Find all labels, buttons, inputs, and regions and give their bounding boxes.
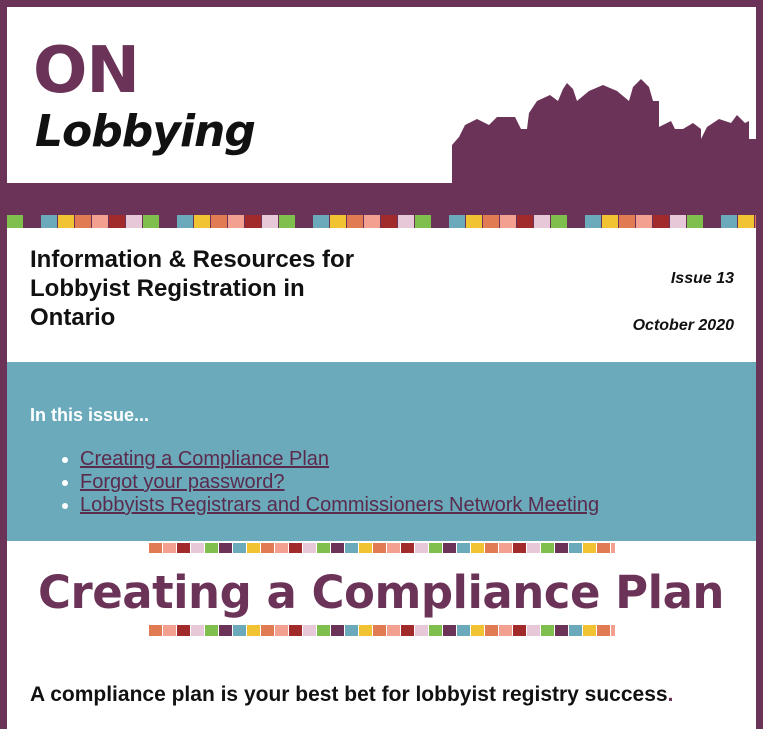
pattern-tile (457, 625, 470, 636)
toc-list (57, 448, 599, 517)
toc-link-network-meeting[interactable]: Lobbyists Registrars and Commissioners Network Meeting (80, 494, 600, 516)
pattern-tile (347, 215, 363, 228)
pattern-tile (602, 215, 618, 228)
pattern-tile (401, 625, 414, 636)
pattern-tile (233, 625, 246, 636)
pattern-tile (721, 215, 737, 228)
pattern-tile (219, 625, 232, 636)
pattern-tile (92, 215, 108, 228)
logo-on: ON (33, 34, 139, 108)
pattern-tile (500, 215, 516, 228)
pattern-tile (205, 625, 218, 636)
pattern-tile (583, 543, 596, 553)
pattern-tile (517, 215, 533, 228)
lead-period: . (667, 683, 674, 706)
pattern-tile (359, 543, 372, 553)
issue-number: Issue 13 (670, 270, 734, 287)
pattern-tile (569, 543, 582, 553)
pattern-tile (126, 215, 142, 228)
newsletter-frame (7, 7, 756, 729)
pattern-tile (303, 625, 316, 636)
pattern-tile (471, 543, 484, 553)
pattern-tile (457, 543, 470, 553)
pattern-tile (415, 625, 428, 636)
pattern-tile (359, 625, 372, 636)
pattern-tile (149, 625, 162, 636)
pattern-tile (704, 215, 720, 228)
lead-text: A compliance plan is your best bet for lobbyist registry success (30, 683, 668, 706)
section-title: Creating a Compliance Plan (38, 566, 724, 619)
issue-date: October 2020 (632, 317, 734, 334)
pattern-tile (194, 215, 210, 228)
pattern-tile (611, 625, 615, 636)
pattern-tile (583, 625, 596, 636)
pattern-tile (191, 625, 204, 636)
pattern-tile (191, 543, 204, 553)
pattern-tile (373, 625, 386, 636)
pattern-tile (513, 625, 526, 636)
pattern-tile (261, 543, 274, 553)
section-pattern-bottom (149, 625, 615, 636)
logo-lobbying: Lobbying (35, 106, 255, 157)
pattern-tile (381, 215, 397, 228)
pattern-tile (443, 625, 456, 636)
pattern-tile (7, 215, 23, 228)
pattern-tile (527, 625, 540, 636)
pattern-tile (289, 625, 302, 636)
pattern-tile (527, 543, 540, 553)
pattern-tile (247, 543, 260, 553)
pattern-tile (313, 215, 329, 228)
pattern-tile (345, 543, 358, 553)
pattern-tile (330, 215, 346, 228)
pattern-tile (149, 543, 162, 553)
pattern-tile (555, 543, 568, 553)
pattern-tile (597, 543, 610, 553)
pattern-tile (211, 215, 227, 228)
pattern-tile (471, 625, 484, 636)
legislature-skyline-graphic (7, 77, 756, 228)
pattern-tile (75, 215, 91, 228)
intro-section (7, 228, 756, 362)
pattern-tile (619, 215, 635, 228)
pattern-tile (289, 543, 302, 553)
pattern-tile (466, 215, 482, 228)
pattern-tile (443, 543, 456, 553)
pattern-tile (262, 215, 278, 228)
pattern-tile (541, 625, 554, 636)
pattern-tile (534, 215, 550, 228)
pattern-tile (247, 625, 260, 636)
pattern-tile (205, 543, 218, 553)
pattern-tile (499, 625, 512, 636)
pattern-tile (670, 215, 686, 228)
pattern-tile (364, 215, 380, 228)
toc-item (80, 471, 599, 494)
pattern-tile (429, 625, 442, 636)
pattern-tile (585, 215, 601, 228)
pattern-tile (611, 543, 615, 553)
pattern-tile (387, 625, 400, 636)
pattern-tile (551, 215, 567, 228)
pattern-tile (245, 215, 261, 228)
section-pattern-top (149, 543, 615, 553)
pattern-tile (228, 215, 244, 228)
pattern-tile (568, 215, 584, 228)
in-this-issue-heading: In this issue... (30, 405, 150, 425)
pattern-tile (541, 543, 554, 553)
pattern-tile (415, 215, 431, 228)
toc-link-forgot-password[interactable]: Forgot your password? (80, 471, 285, 493)
pattern-tile (24, 215, 40, 228)
pattern-tile (58, 215, 74, 228)
in-this-issue-section (7, 362, 756, 541)
pattern-tile (160, 215, 176, 228)
pattern-tile (429, 543, 442, 553)
pattern-tile (432, 215, 448, 228)
header-banner (7, 7, 756, 228)
pattern-tile (373, 543, 386, 553)
compliance-plan-section (7, 541, 756, 729)
pattern-tile (219, 543, 232, 553)
pattern-tile (755, 215, 756, 228)
pattern-tile (485, 625, 498, 636)
pattern-tile (687, 215, 703, 228)
pattern-tile (415, 543, 428, 553)
pattern-tile (143, 215, 159, 228)
pattern-tile (41, 215, 57, 228)
pattern-tile (485, 543, 498, 553)
pattern-tile (296, 215, 312, 228)
pattern-tile (163, 625, 176, 636)
pattern-tile (275, 543, 288, 553)
pattern-tile (303, 543, 316, 553)
pattern-tile (387, 543, 400, 553)
pattern-tile (109, 215, 125, 228)
pattern-tile (738, 215, 754, 228)
pattern-tile (398, 215, 414, 228)
pattern-tile (499, 543, 512, 553)
pattern-tile (636, 215, 652, 228)
pattern-tile (331, 543, 344, 553)
pattern-tile (317, 625, 330, 636)
newsletter-subtitle: Information & Resources for Lobbyist Registration in Ontario (30, 246, 355, 331)
pattern-tile (653, 215, 669, 228)
pattern-tile (345, 625, 358, 636)
pattern-tile (279, 215, 295, 228)
pattern-tile (317, 543, 330, 553)
pattern-tile (569, 625, 582, 636)
pattern-tile (597, 625, 610, 636)
pattern-tile (233, 543, 246, 553)
pattern-tile (177, 215, 193, 228)
toc-link-compliance-plan[interactable]: Creating a Compliance Plan (80, 448, 330, 470)
section-lead-text (30, 683, 673, 707)
pattern-tile (177, 625, 190, 636)
toc-item (80, 494, 599, 517)
pattern-tile (513, 543, 526, 553)
pattern-tile (163, 543, 176, 553)
pattern-tile (449, 215, 465, 228)
toc-item (80, 448, 599, 471)
pattern-tile (401, 543, 414, 553)
pattern-tile (177, 543, 190, 553)
pattern-tile (261, 625, 274, 636)
pattern-tile (483, 215, 499, 228)
pattern-tile (275, 625, 288, 636)
pattern-tile (555, 625, 568, 636)
pattern-tile (331, 625, 344, 636)
